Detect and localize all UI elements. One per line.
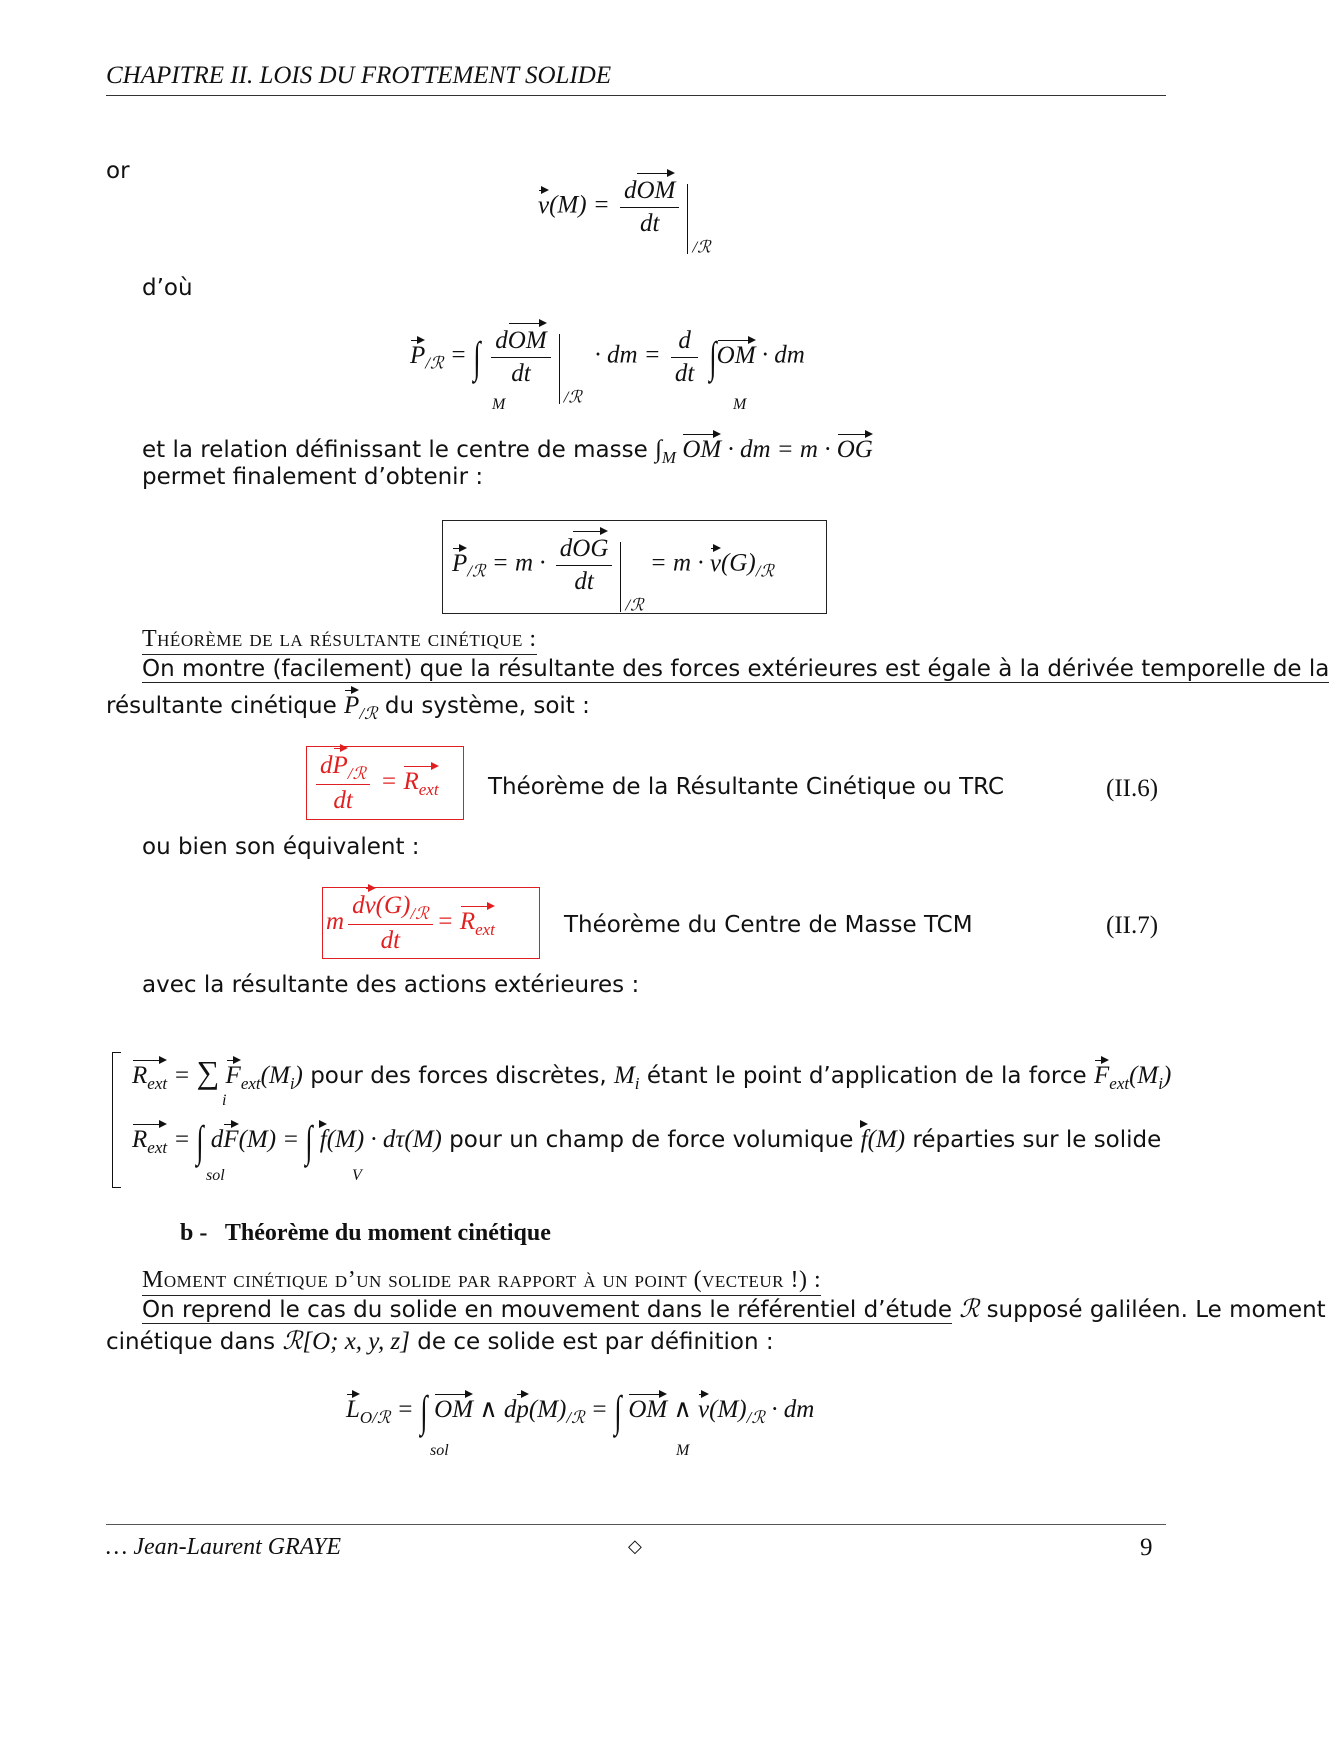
chapter-header: CHAPITRE II. LOIS DU FROTTEMENT SOLIDE: [106, 62, 612, 89]
moment-text-1a: On reprend le cas du solide en mouvement dans le référentiel d’étude: [142, 1297, 952, 1323]
integral-bound-m-1: M: [492, 396, 506, 413]
moment-text-1: On reprend le cas du solide en mouvement dans le référentiel d’étude ℛ supposé galiléen. Le moment: [142, 1296, 1326, 1323]
para-avec: avec la résultante des actions extérieures :: [142, 972, 640, 998]
equation-momentum-integral: $P_{/ℛ}$ = ∫ $\frac{\text{dOM}}{dt}$ $_{/ℛ}$ · dm = $\frac{d}{dt}$ ∫OM · dm: [410, 327, 805, 407]
integral-bound-m-3: M: [676, 1442, 690, 1459]
relation-math: $\int_M$ OM · dm = m · OG: [655, 436, 873, 467]
para-dou: d’où: [142, 275, 193, 301]
trc-equation: $\frac{dP_{/ℛ}}{dt}$ = $R_{ext}$: [312, 750, 439, 817]
relation-text: et la relation définissant le centre de masse: [142, 437, 648, 463]
integral-bound-sol-2: sol: [430, 1442, 449, 1459]
moment-text-1b: supposé galiléen. Le moment: [986, 1297, 1326, 1323]
trc-eqno: (II.6): [1106, 775, 1159, 802]
case2-text-b: réparties sur le solide: [912, 1127, 1162, 1154]
moment-text-2: cinétique dans ℛ[O; x, y, z] de ce solide est par définition :: [106, 1328, 774, 1355]
trc-text-2a: résultante cinétique: [106, 693, 337, 719]
trc-label: [488, 774, 1004, 800]
tcm-equation: m $\frac{dv(G)_{/ℛ}}{dt}$ = $R_{ext}$: [326, 892, 495, 955]
cases-bracket: [112, 1052, 121, 1188]
integral-bound-m-2: M: [733, 396, 747, 413]
header-rule: [106, 95, 1166, 96]
para-or: or: [106, 158, 130, 184]
footer-diamond-icon: ◇: [628, 1536, 642, 1557]
section-b-number: b -: [180, 1220, 208, 1246]
trc-text-2: résultante cinétique $P_{/ℛ}$ du système, soit :: [106, 692, 590, 723]
tcm-label-text: Théorème du Centre de Masse TCM: [564, 912, 973, 938]
page-number: 9: [1140, 1534, 1153, 1561]
trc-text-1: On montre (facilement) que la résultante des forces extérieures est égale à la dérivée temporelle de la: [142, 656, 1329, 682]
tcm-label: [564, 912, 973, 938]
para-permet: permet finalement d’obtenir :: [142, 464, 484, 490]
trc-label-text: Théorème de la Résultante Cinétique ou TRC: [488, 774, 1005, 800]
moment-text-2a: cinétique dans: [106, 1329, 276, 1355]
integral-bound-v: V: [352, 1167, 362, 1184]
moment-text-2b: de ce solide est par définition :: [417, 1329, 774, 1355]
tcm-eqno: (II.7): [1106, 912, 1159, 939]
footer-rule: [106, 1524, 1166, 1525]
footer-author: … Jean-Laurent GRAYE: [106, 1534, 342, 1560]
section-b-title: Théorème du moment cinétique: [224, 1220, 551, 1246]
para-equiv: ou bien son équivalent :: [142, 834, 420, 860]
case1-text-b: étant le point d’application de la force: [646, 1063, 1087, 1089]
case2-text-a: pour un champ de force volumique: [449, 1127, 854, 1154]
equation-angular-momentum: $L_{O/ℛ}$ = ∫ OM ∧ $dp(M)_{/ℛ}$ = ∫ OM ∧ $v(M)_{/ℛ}$ · dm: [346, 1387, 815, 1436]
integral-bound-sol: sol: [206, 1167, 225, 1184]
case-volumic: $R_{ext}$ = ∫ dF(M) = ∫ f(M) · dτ(M) pour un champ de force volumique f(M) réparties sur le solide: [132, 1117, 1162, 1166]
case-discrete: $R_{ext}$ = ∑ $F_{ext}(M_i)$ pour des forces discrètes, $M_i$ étant le point d’application de la force $F_{ext}(M_i)$: [132, 1054, 1172, 1093]
equation-momentum-result: $P_{/ℛ} = m$ · $\frac{\text{dOG}}{dt}$ $_{/ℛ} = m \cdot v(G)_{/ℛ}$: [452, 535, 774, 615]
trc-heading: Théorème de la résultante cinétique :: [142, 626, 537, 655]
equation-velocity: v(M) = $\frac{\text{dOM}}{dt}$ $_{/ℛ}$: [538, 177, 711, 257]
case1-text-a: pour des forces discrètes,: [310, 1063, 607, 1089]
moment-heading: Moment cinétique d’un solide par rapport à un point (vecteur !) :: [142, 1267, 821, 1296]
trc-text-2b: du système, soit :: [384, 693, 590, 719]
sum-index: i: [222, 1092, 227, 1109]
section-b-heading: [180, 1220, 551, 1247]
